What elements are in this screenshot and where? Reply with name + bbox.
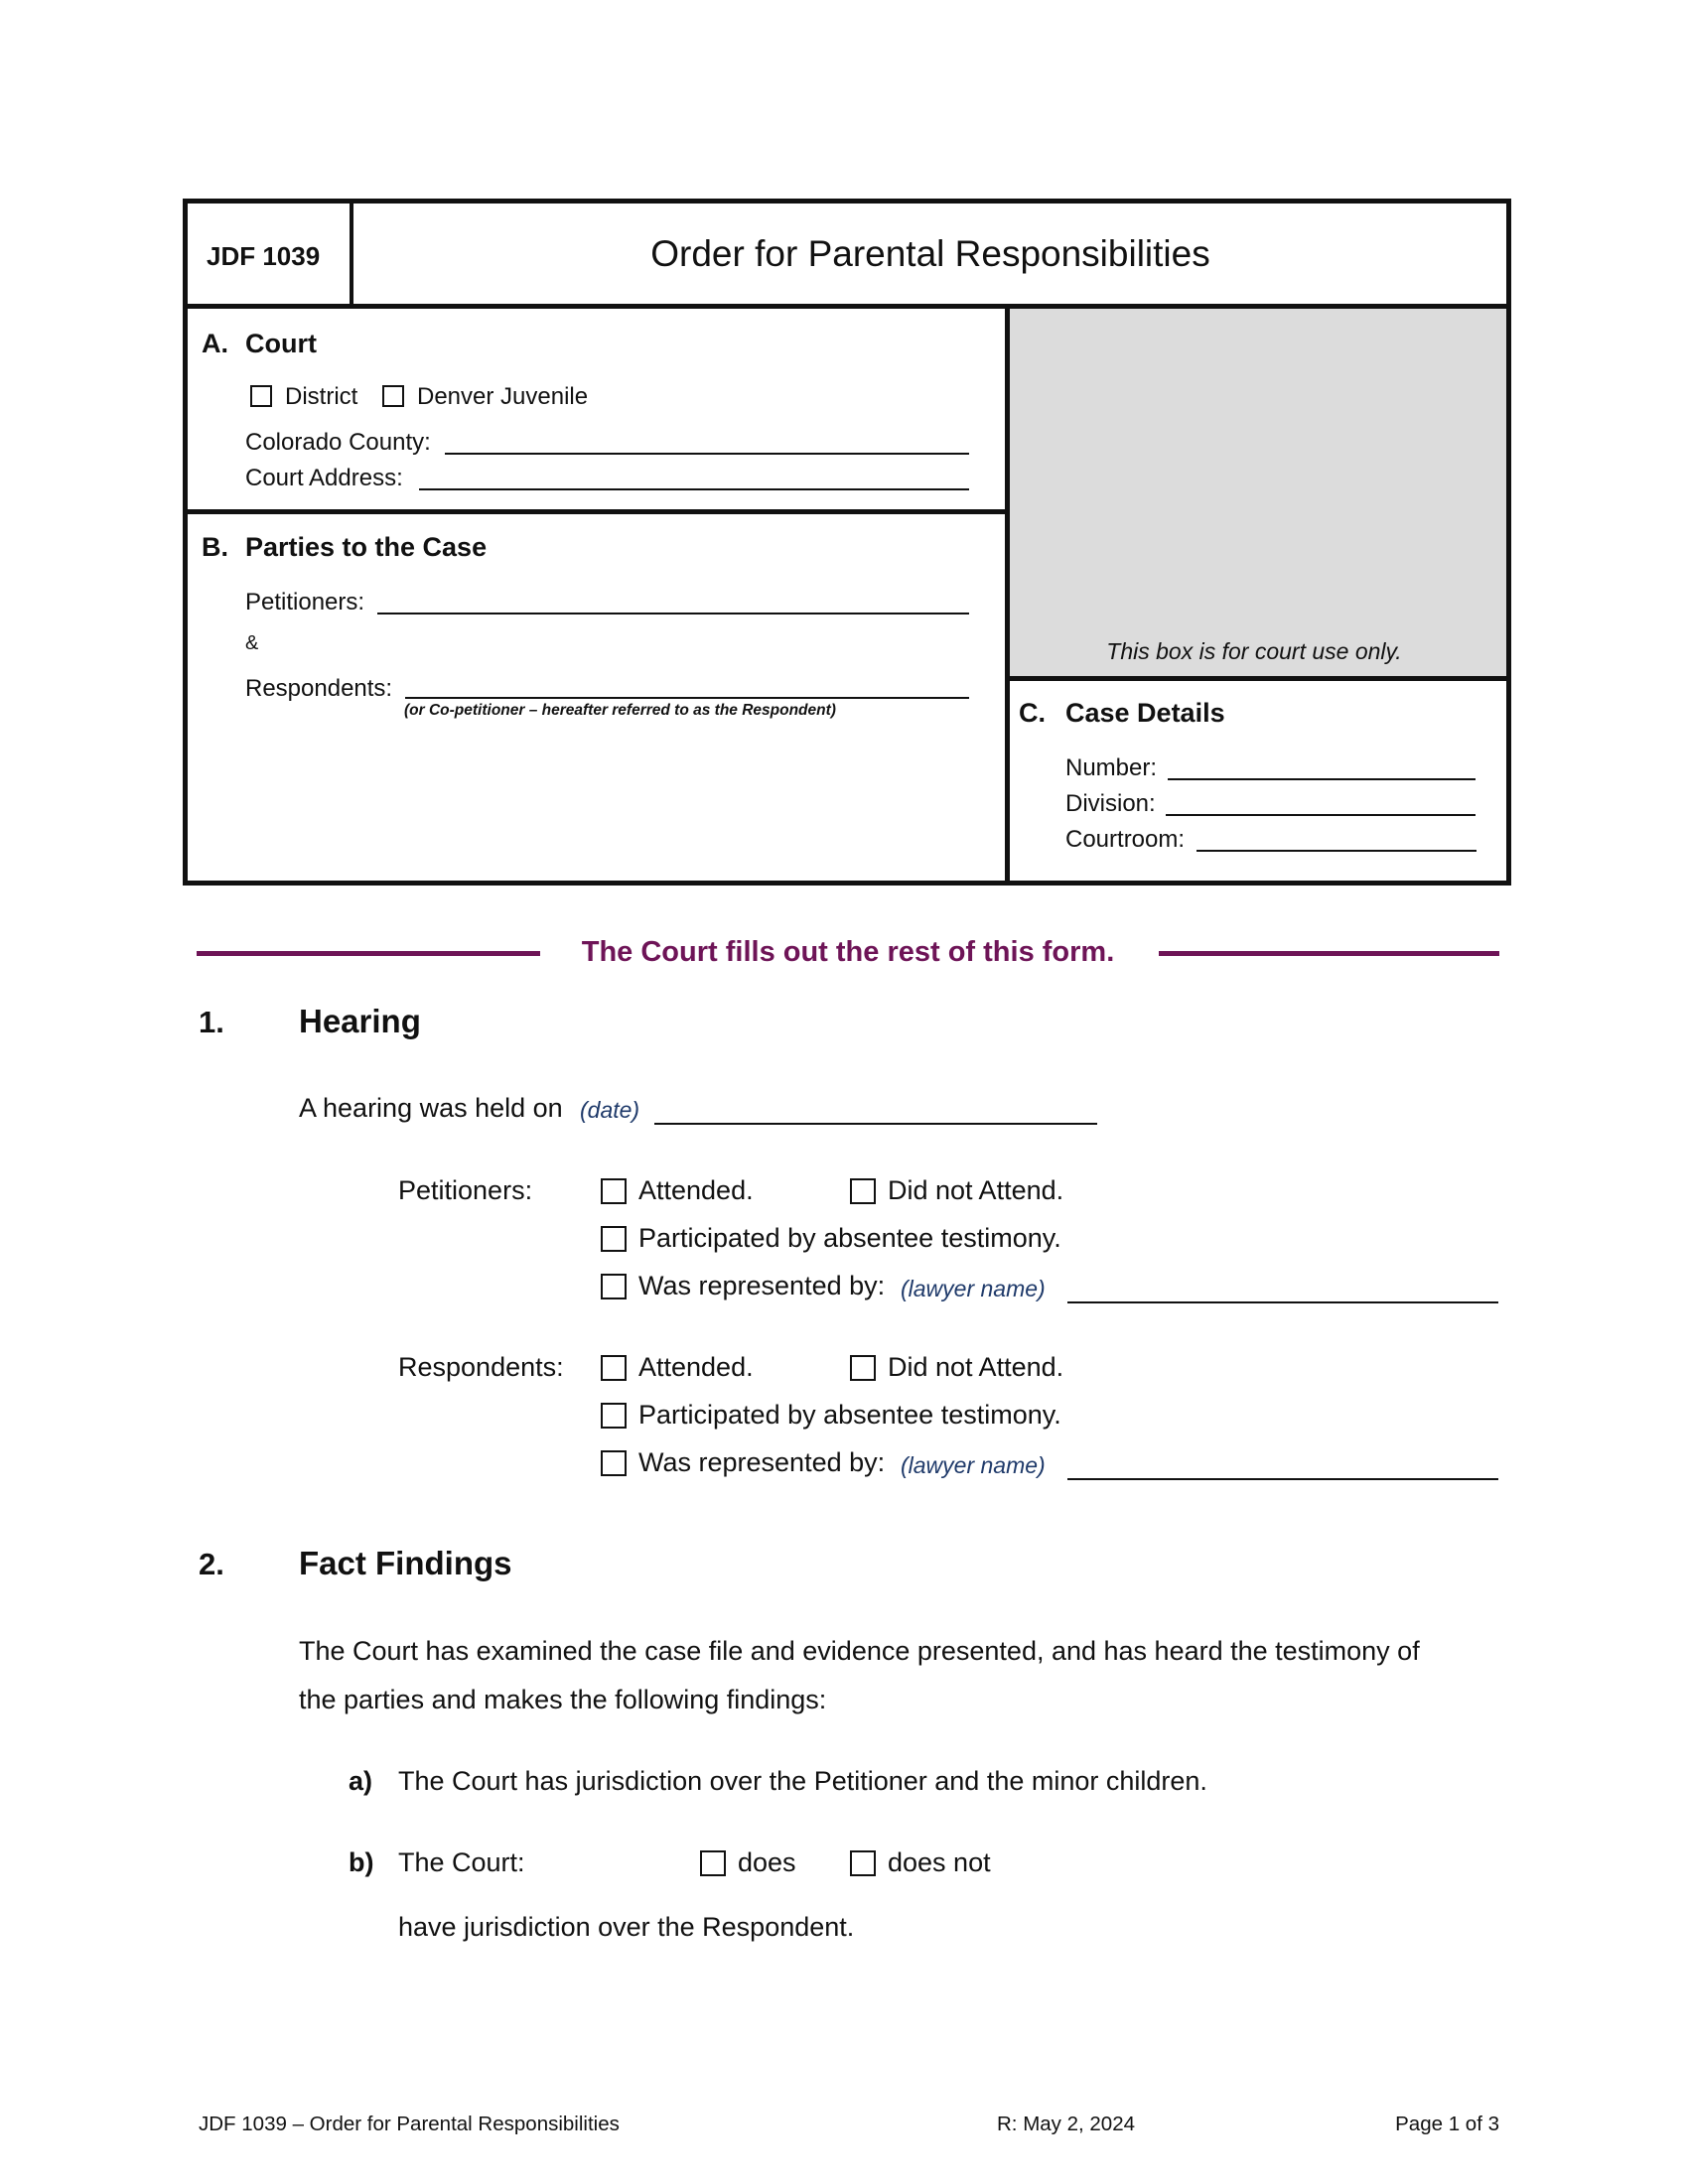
petitioners-lawyer-hint: (lawyer name)	[901, 1276, 1046, 1301]
section-c-title: Case Details	[1065, 698, 1225, 728]
courtroom-label: Courtroom:	[1065, 826, 1186, 853]
jurisdiction-does-checkbox[interactable]	[700, 1850, 726, 1876]
respondents-label: Respondents:	[245, 675, 393, 702]
court-use-divider	[1010, 676, 1506, 681]
jurisdiction-does-not-label: does not	[888, 1847, 991, 1877]
section-b-title: Parties to the Case	[245, 532, 488, 562]
findings-intro-line1: The Court has examined the case file and evidence presented, and has heard the testimony of	[299, 1636, 1420, 1666]
jurisdiction-does-label: does	[738, 1847, 796, 1877]
address-label: Court Address:	[245, 465, 403, 491]
case-number-label: Number:	[1065, 754, 1158, 781]
date-hint: (date)	[580, 1097, 640, 1123]
petitioners-absentee-checkbox[interactable]	[601, 1226, 627, 1252]
hearing-petitioners-label: Petitioners:	[398, 1175, 533, 1205]
jurisdiction-does-not-checkbox[interactable]	[850, 1850, 876, 1876]
respondents-lawyer-hint: (lawyer name)	[901, 1452, 1046, 1478]
court-use-box	[1010, 309, 1506, 676]
form-title: Order for Parental Responsibilities	[650, 233, 1210, 274]
ampersand: &	[245, 632, 259, 654]
footer-page-number: Page 1 of 3	[1395, 2113, 1499, 2135]
division-field[interactable]	[1166, 814, 1476, 816]
banner-rule-right	[1159, 951, 1499, 956]
finding-b-text: The Court:	[398, 1847, 525, 1877]
petitioners-represented-label: Was represented by:	[638, 1271, 886, 1300]
respondents-lawyer-field[interactable]	[1067, 1478, 1498, 1480]
courtroom-field[interactable]	[1196, 850, 1477, 852]
court-use-note: This box is for court use only.	[1106, 638, 1402, 664]
respondents-absentee-label: Participated by absentee testimony.	[638, 1400, 1061, 1430]
division-label: Division:	[1065, 790, 1156, 817]
findings-title: Fact Findings	[299, 1545, 512, 1581]
address-field[interactable]	[419, 488, 969, 490]
district-label: District	[285, 383, 358, 410]
footer-revision: R: May 2, 2024	[997, 2113, 1136, 2135]
finding-a-text: The Court has jurisdiction over the Petitioner and the minor children.	[398, 1766, 1207, 1796]
county-label: Colorado County:	[245, 429, 431, 456]
petitioners-absentee-label: Participated by absentee testimony.	[638, 1223, 1061, 1253]
finding-a-letter: a)	[349, 1766, 373, 1796]
respondents-did-not-attend-label: Did not Attend.	[888, 1352, 1064, 1382]
finding-b-tail: have jurisdiction over the Respondent.	[398, 1912, 855, 1942]
district-checkbox[interactable]	[250, 385, 272, 407]
county-field[interactable]	[445, 453, 969, 455]
hearing-held-text: A hearing was held on	[299, 1093, 563, 1123]
hearing-date-field[interactable]	[654, 1123, 1097, 1125]
footer-form-name: JDF 1039 – Order for Parental Responsibilities	[199, 2113, 620, 2135]
findings-number: 2.	[199, 1547, 224, 1581]
respondents-did-not-attend-checkbox[interactable]	[850, 1355, 876, 1381]
respondents-represented-label: Was represented by:	[638, 1447, 886, 1477]
respondents-represented-checkbox[interactable]	[601, 1450, 627, 1476]
form-code: JDF 1039	[207, 241, 321, 271]
banner-rule-left	[197, 951, 540, 956]
ab-divider	[188, 509, 1005, 514]
finding-b-letter: b)	[349, 1847, 374, 1877]
petitioners-did-not-attend-checkbox[interactable]	[850, 1178, 876, 1204]
petitioners-field[interactable]	[377, 613, 969, 614]
section-b-letter: B.	[202, 532, 228, 562]
petitioners-lawyer-field[interactable]	[1067, 1301, 1498, 1303]
petitioners-represented-checkbox[interactable]	[601, 1274, 627, 1299]
section-a-letter: A.	[202, 329, 228, 358]
hearing-respondents-label: Respondents:	[398, 1352, 564, 1382]
hearing-number: 1.	[199, 1005, 224, 1039]
petitioners-did-not-attend-label: Did not Attend.	[888, 1175, 1064, 1205]
case-number-field[interactable]	[1168, 778, 1476, 780]
petitioners-attended-checkbox[interactable]	[601, 1178, 627, 1204]
section-a-title: Court	[245, 329, 317, 358]
court-fills-banner: The Court fills out the rest of this form.	[581, 936, 1115, 968]
respondents-attended-checkbox[interactable]	[601, 1355, 627, 1381]
findings-intro-line2: the parties and makes the following findings:	[299, 1685, 827, 1714]
petitioners-label: Petitioners:	[245, 589, 365, 615]
petitioners-attended-label: Attended.	[638, 1175, 754, 1205]
respondents-absentee-checkbox[interactable]	[601, 1403, 627, 1429]
hearing-title: Hearing	[299, 1003, 421, 1039]
respondents-field[interactable]	[405, 697, 969, 699]
respondents-note: (or Co-petitioner – hereafter referred to as the Respondent)	[404, 702, 836, 719]
respondents-attended-label: Attended.	[638, 1352, 754, 1382]
section-c-letter: C.	[1019, 698, 1046, 728]
denver-juvenile-label: Denver Juvenile	[417, 383, 589, 410]
denver-juvenile-checkbox[interactable]	[382, 385, 404, 407]
